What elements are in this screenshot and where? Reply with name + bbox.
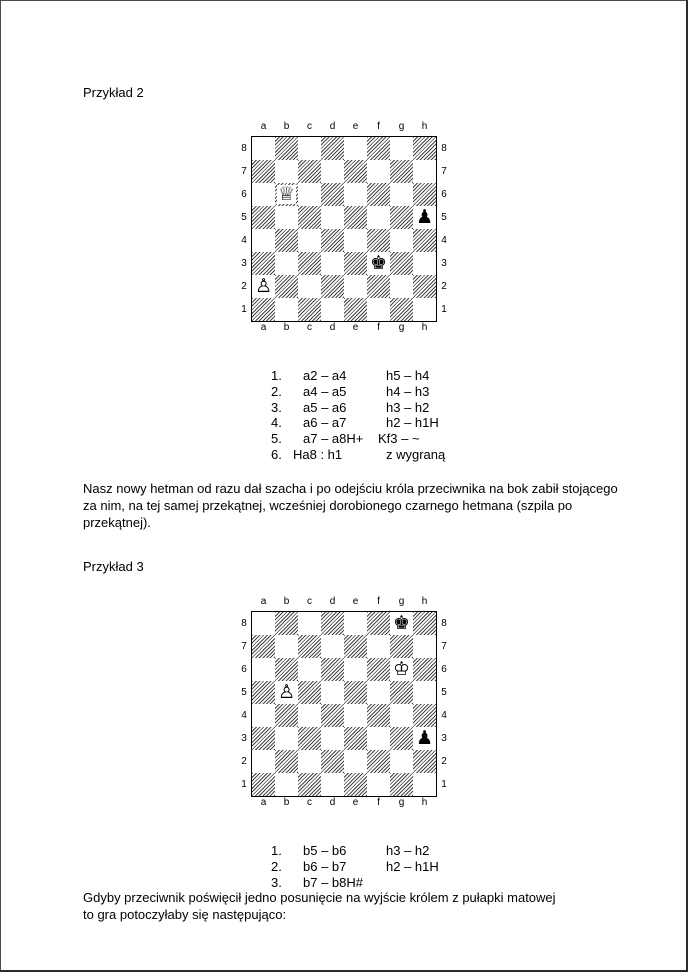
rank-label: 1 bbox=[441, 779, 447, 790]
square-b2 bbox=[275, 275, 298, 298]
board-grid bbox=[251, 611, 437, 797]
file-label: d bbox=[329, 121, 336, 132]
square-g4 bbox=[390, 229, 413, 252]
black-king-icon: ♚ bbox=[392, 612, 411, 634]
square-d4 bbox=[321, 704, 344, 727]
black-move: z wygraną bbox=[386, 446, 446, 462]
white-move: b6 – b7 bbox=[303, 858, 347, 874]
file-label: a bbox=[260, 797, 267, 808]
square-d7 bbox=[321, 635, 344, 658]
square-f6 bbox=[367, 183, 390, 206]
square-g7 bbox=[390, 635, 413, 658]
square-f3 bbox=[367, 727, 390, 750]
move-number: 1. bbox=[271, 368, 282, 383]
square-g8 bbox=[390, 612, 413, 635]
square-a3 bbox=[252, 252, 275, 275]
white-move: b5 – b6 bbox=[303, 843, 347, 858]
square-h1 bbox=[413, 773, 436, 796]
square-b8 bbox=[275, 137, 298, 160]
file-label: e bbox=[352, 596, 359, 607]
rank-label: 4 bbox=[241, 710, 247, 721]
square-b4 bbox=[275, 704, 298, 727]
square-g5 bbox=[390, 681, 413, 704]
move-row bbox=[271, 415, 491, 431]
square-c3 bbox=[298, 252, 321, 275]
square-f2 bbox=[367, 275, 390, 298]
square-h2 bbox=[413, 750, 436, 773]
black-king-icon: ♚ bbox=[369, 252, 388, 274]
chessboard-example-3 bbox=[238, 596, 454, 806]
square-d6 bbox=[321, 183, 344, 206]
rank-label: 2 bbox=[441, 281, 447, 292]
black-pawn-icon: ♟ bbox=[415, 206, 434, 228]
square-b2 bbox=[275, 750, 298, 773]
rank-label: 3 bbox=[441, 733, 447, 744]
white-move: a7 – a8H+ bbox=[303, 431, 364, 447]
square-a8 bbox=[252, 137, 275, 160]
board-grid bbox=[251, 136, 437, 322]
file-label: h bbox=[421, 797, 428, 808]
square-c6 bbox=[298, 183, 321, 206]
square-c5 bbox=[298, 206, 321, 229]
square-g5 bbox=[390, 206, 413, 229]
square-d3 bbox=[321, 727, 344, 750]
file-label: c bbox=[307, 797, 312, 808]
black-move: Kf3 – ~ bbox=[378, 431, 420, 447]
square-b5 bbox=[275, 206, 298, 229]
example-3-commentary-line-1: Gdyby przeciwnik poświęcił jedno posunięcie na wyjście królem z pułapki matowej bbox=[83, 890, 556, 905]
white-move: a6 – a7 bbox=[303, 415, 347, 431]
square-e5 bbox=[344, 206, 367, 229]
move-number: 4. bbox=[271, 415, 282, 431]
square-b1 bbox=[275, 298, 298, 321]
square-e8 bbox=[344, 612, 367, 635]
file-label: b bbox=[283, 322, 290, 333]
square-e6 bbox=[344, 658, 367, 681]
file-label: c bbox=[307, 322, 312, 333]
rank-label: 7 bbox=[441, 166, 447, 177]
square-a4 bbox=[252, 229, 275, 252]
square-e3 bbox=[344, 252, 367, 275]
black-pawn-icon: ♟ bbox=[415, 727, 434, 749]
rank-label: 6 bbox=[441, 189, 447, 200]
black-move: h2 – h1H bbox=[386, 858, 439, 874]
square-h8 bbox=[413, 612, 436, 635]
move-row bbox=[271, 368, 491, 384]
square-c8 bbox=[298, 612, 321, 635]
file-label: g bbox=[398, 322, 405, 333]
rank-labels-left bbox=[238, 612, 250, 796]
square-e4 bbox=[344, 229, 367, 252]
square-h5 bbox=[413, 206, 436, 229]
square-d5 bbox=[321, 681, 344, 704]
white-move: Ha8 : h1 bbox=[293, 446, 343, 462]
file-label: e bbox=[352, 121, 359, 132]
square-d4 bbox=[321, 229, 344, 252]
square-b8 bbox=[275, 612, 298, 635]
square-a5 bbox=[252, 681, 275, 704]
square-a6 bbox=[252, 658, 275, 681]
square-g6 bbox=[390, 183, 413, 206]
file-label: e bbox=[352, 797, 359, 808]
square-d1 bbox=[321, 298, 344, 321]
rank-labels-right bbox=[438, 137, 450, 321]
square-a2 bbox=[252, 275, 275, 298]
square-a2 bbox=[252, 750, 275, 773]
square-c4 bbox=[298, 704, 321, 727]
rank-label: 4 bbox=[441, 710, 447, 721]
move-row bbox=[271, 843, 491, 859]
file-label: b bbox=[283, 121, 290, 132]
white-pawn-icon: ♙ bbox=[254, 275, 273, 297]
rank-label: 5 bbox=[241, 212, 247, 223]
square-e3 bbox=[344, 727, 367, 750]
square-d7 bbox=[321, 160, 344, 183]
file-label: h bbox=[421, 596, 428, 607]
square-c3 bbox=[298, 727, 321, 750]
square-b5 bbox=[275, 681, 298, 704]
moves-list-example-3 bbox=[271, 843, 491, 890]
rank-label: 4 bbox=[241, 235, 247, 246]
square-c7 bbox=[298, 160, 321, 183]
white-queen-icon: ♕ bbox=[277, 183, 296, 205]
white-move: a5 – a6 bbox=[303, 399, 347, 415]
square-c5 bbox=[298, 681, 321, 704]
move-number: 2. bbox=[271, 383, 282, 399]
square-g7 bbox=[390, 160, 413, 183]
move-number: 3. bbox=[271, 399, 282, 415]
square-a1 bbox=[252, 773, 275, 796]
square-d2 bbox=[321, 275, 344, 298]
file-label: c bbox=[307, 121, 312, 132]
moves-list-example-2 bbox=[271, 368, 491, 463]
rank-label: 7 bbox=[241, 641, 247, 652]
square-e2 bbox=[344, 275, 367, 298]
move-row bbox=[271, 384, 491, 400]
rank-label: 6 bbox=[241, 664, 247, 675]
rank-labels-left bbox=[238, 137, 250, 321]
square-e5 bbox=[344, 681, 367, 704]
black-move: h3 – h2 bbox=[386, 399, 430, 415]
square-g1 bbox=[390, 298, 413, 321]
square-a8 bbox=[252, 612, 275, 635]
square-b3 bbox=[275, 252, 298, 275]
move-row bbox=[271, 859, 491, 875]
white-move: b7 – b8H# bbox=[303, 874, 363, 890]
square-f1 bbox=[367, 298, 390, 321]
square-b6 bbox=[275, 183, 298, 206]
square-h6 bbox=[413, 183, 436, 206]
move-number: 1. bbox=[271, 843, 282, 858]
white-move: a4 – a5 bbox=[303, 383, 347, 399]
file-label: f bbox=[377, 797, 380, 808]
square-d3 bbox=[321, 252, 344, 275]
square-e6 bbox=[344, 183, 367, 206]
square-b1 bbox=[275, 773, 298, 796]
square-g4 bbox=[390, 704, 413, 727]
square-b4 bbox=[275, 229, 298, 252]
square-d8 bbox=[321, 612, 344, 635]
square-g2 bbox=[390, 275, 413, 298]
file-label: g bbox=[398, 797, 405, 808]
rank-label: 1 bbox=[241, 304, 247, 315]
square-e1 bbox=[344, 773, 367, 796]
file-label: g bbox=[398, 596, 405, 607]
rank-labels-right bbox=[438, 612, 450, 796]
rank-label: 1 bbox=[241, 779, 247, 790]
square-f8 bbox=[367, 612, 390, 635]
file-label: d bbox=[329, 596, 336, 607]
white-pawn-icon: ♙ bbox=[277, 681, 296, 703]
black-move: h3 – h2 bbox=[386, 843, 430, 858]
square-e8 bbox=[344, 137, 367, 160]
square-b6 bbox=[275, 658, 298, 681]
square-a7 bbox=[252, 160, 275, 183]
square-c2 bbox=[298, 750, 321, 773]
file-label: b bbox=[283, 596, 290, 607]
square-g3 bbox=[390, 252, 413, 275]
move-number: 3. bbox=[271, 874, 282, 890]
file-label: f bbox=[377, 322, 380, 333]
example-2-heading: Przykład 2 bbox=[83, 85, 144, 100]
black-move: h4 – h3 bbox=[386, 383, 430, 399]
rank-label: 3 bbox=[441, 258, 447, 269]
file-label: g bbox=[398, 121, 405, 132]
square-a3 bbox=[252, 727, 275, 750]
square-g6 bbox=[390, 658, 413, 681]
rank-label: 5 bbox=[241, 687, 247, 698]
rank-label: 8 bbox=[241, 618, 247, 629]
square-e4 bbox=[344, 704, 367, 727]
square-h3 bbox=[413, 727, 436, 750]
square-f4 bbox=[367, 229, 390, 252]
square-h8 bbox=[413, 137, 436, 160]
black-move: h5 – h4 bbox=[386, 368, 430, 383]
file-label: a bbox=[260, 322, 267, 333]
square-a7 bbox=[252, 635, 275, 658]
square-f8 bbox=[367, 137, 390, 160]
rank-label: 4 bbox=[441, 235, 447, 246]
move-row bbox=[271, 400, 491, 416]
square-c1 bbox=[298, 773, 321, 796]
move-row bbox=[271, 447, 491, 463]
rank-label: 8 bbox=[441, 143, 447, 154]
square-f7 bbox=[367, 160, 390, 183]
white-move: a2 – a4 bbox=[303, 368, 347, 383]
square-d6 bbox=[321, 658, 344, 681]
square-f3 bbox=[367, 252, 390, 275]
move-number: 2. bbox=[271, 858, 282, 874]
square-h2 bbox=[413, 275, 436, 298]
square-c1 bbox=[298, 298, 321, 321]
file-label: d bbox=[329, 797, 336, 808]
square-g2 bbox=[390, 750, 413, 773]
square-f4 bbox=[367, 704, 390, 727]
rank-label: 2 bbox=[241, 756, 247, 767]
move-number: 6. bbox=[271, 446, 282, 462]
rank-label: 7 bbox=[441, 641, 447, 652]
file-label: b bbox=[283, 797, 290, 808]
rank-label: 3 bbox=[241, 258, 247, 269]
file-label: f bbox=[377, 121, 380, 132]
square-c8 bbox=[298, 137, 321, 160]
rank-label: 2 bbox=[241, 281, 247, 292]
square-e7 bbox=[344, 635, 367, 658]
square-c4 bbox=[298, 229, 321, 252]
move-row bbox=[271, 431, 491, 447]
square-f2 bbox=[367, 750, 390, 773]
chessboard-example-2 bbox=[238, 121, 454, 331]
example-3-commentary bbox=[83, 889, 623, 923]
square-h6 bbox=[413, 658, 436, 681]
square-d1 bbox=[321, 773, 344, 796]
file-labels-bottom bbox=[252, 322, 436, 334]
square-c6 bbox=[298, 658, 321, 681]
file-label: h bbox=[421, 121, 428, 132]
square-h4 bbox=[413, 704, 436, 727]
square-d5 bbox=[321, 206, 344, 229]
rank-label: 6 bbox=[441, 664, 447, 675]
square-g1 bbox=[390, 773, 413, 796]
black-move: h2 – h1H bbox=[386, 415, 439, 431]
square-h4 bbox=[413, 229, 436, 252]
file-label: h bbox=[421, 322, 428, 333]
square-b7 bbox=[275, 160, 298, 183]
square-f1 bbox=[367, 773, 390, 796]
square-c7 bbox=[298, 635, 321, 658]
file-label: a bbox=[260, 121, 267, 132]
file-label: d bbox=[329, 322, 336, 333]
rank-label: 1 bbox=[441, 304, 447, 315]
file-labels-top bbox=[252, 596, 436, 608]
square-e2 bbox=[344, 750, 367, 773]
square-f5 bbox=[367, 681, 390, 704]
example-3-commentary-line-2: to gra potoczyłaby się następująco: bbox=[83, 907, 287, 922]
rank-label: 8 bbox=[241, 143, 247, 154]
square-g3 bbox=[390, 727, 413, 750]
rank-label: 7 bbox=[241, 166, 247, 177]
example-2-commentary: Nasz nowy hetman od razu dał szacha i po odejściu króla przeciwnika na bok zabił stojącego za nim, na tej samej przekątnej, wcześniej dorobionego czarnego hetmana (szpila po przekątnej). bbox=[83, 481, 618, 530]
rank-label: 5 bbox=[441, 687, 447, 698]
square-h7 bbox=[413, 635, 436, 658]
move-number: 5. bbox=[271, 431, 282, 447]
file-label: e bbox=[352, 322, 359, 333]
square-h5 bbox=[413, 681, 436, 704]
rank-label: 5 bbox=[441, 212, 447, 223]
rank-label: 8 bbox=[441, 618, 447, 629]
rank-label: 6 bbox=[241, 189, 247, 200]
square-c2 bbox=[298, 275, 321, 298]
file-label: c bbox=[307, 596, 312, 607]
square-a1 bbox=[252, 298, 275, 321]
square-a5 bbox=[252, 206, 275, 229]
square-b3 bbox=[275, 727, 298, 750]
file-label: a bbox=[260, 596, 267, 607]
rank-label: 2 bbox=[441, 756, 447, 767]
square-d8 bbox=[321, 137, 344, 160]
square-b7 bbox=[275, 635, 298, 658]
square-e7 bbox=[344, 160, 367, 183]
white-king-icon: ♔ bbox=[392, 658, 411, 680]
square-h7 bbox=[413, 160, 436, 183]
square-h3 bbox=[413, 252, 436, 275]
file-labels-bottom bbox=[252, 797, 436, 809]
square-h1 bbox=[413, 298, 436, 321]
square-f6 bbox=[367, 658, 390, 681]
file-labels-top bbox=[252, 121, 436, 133]
square-f7 bbox=[367, 635, 390, 658]
file-label: f bbox=[377, 596, 380, 607]
square-a6 bbox=[252, 183, 275, 206]
rank-label: 3 bbox=[241, 733, 247, 744]
square-e1 bbox=[344, 298, 367, 321]
square-a4 bbox=[252, 704, 275, 727]
square-f5 bbox=[367, 206, 390, 229]
square-d2 bbox=[321, 750, 344, 773]
example-3-heading: Przykład 3 bbox=[83, 559, 144, 574]
square-g8 bbox=[390, 137, 413, 160]
